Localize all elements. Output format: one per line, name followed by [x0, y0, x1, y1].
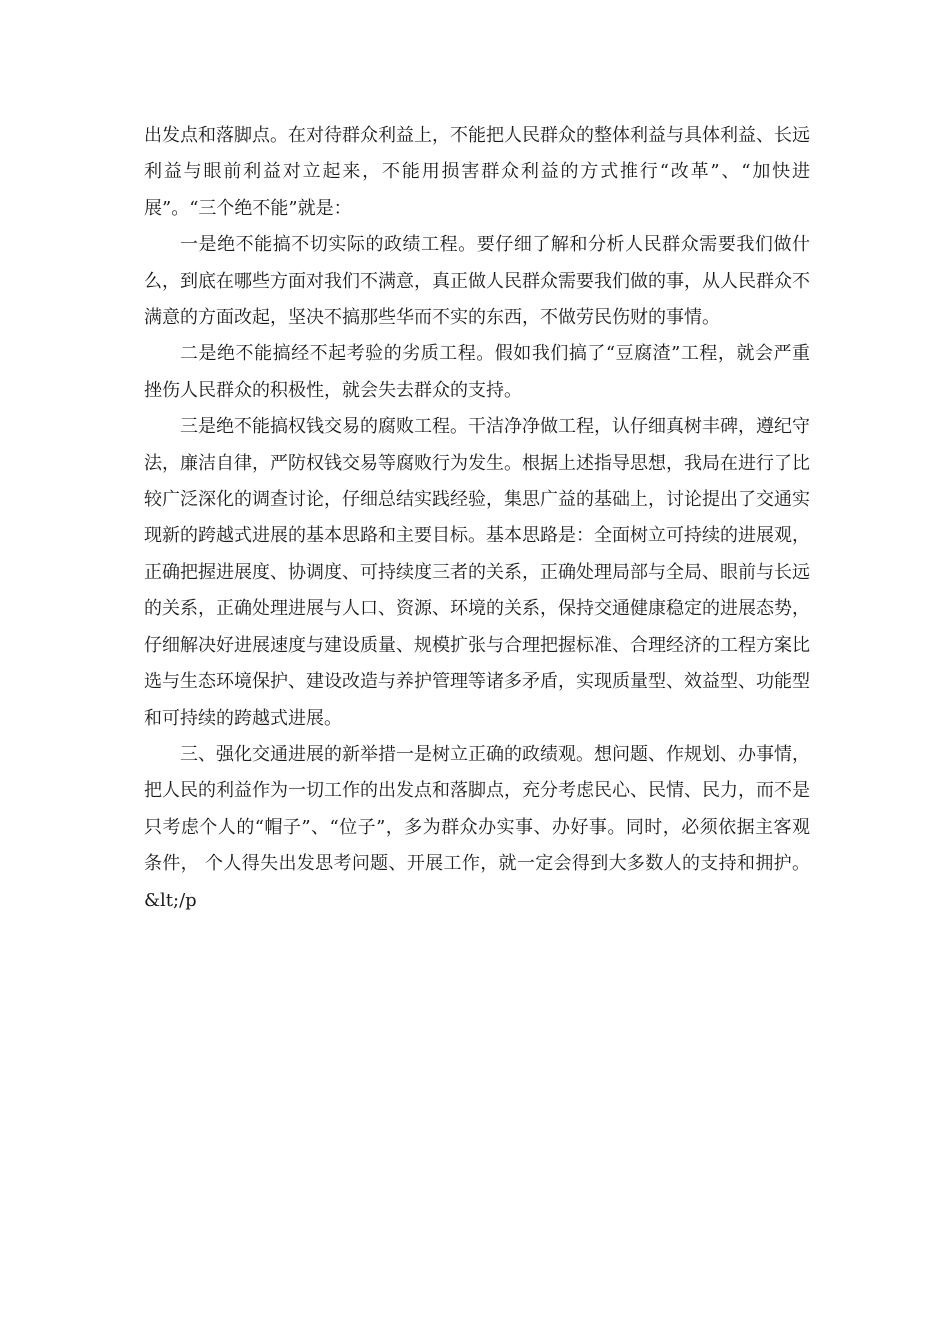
paragraph-third-prohibition: 三是绝不能搞权钱交易的腐败工程。干洁净净做工程，认仔细真树丰碑，遵纪守法，廉洁自律，严防权钱交易等腐败行为发生。根据上述指导思想，我局在进行了比较广泛深化的调查讨论，仔细总结实践经验，集思广益的基础上，讨论提出了交通实现新的跨越式进展的基本思路和主要目标。基本思路是：全面树立可持续的进展观，正确把握进展度、协调度、可持续度三者的关系，正确处理局部与全局、眼前与长远的关系，正确处理进展与人口、资源、环境的关系，保持交通健康稳定的进展态势，仔细解决好进展速度与建设质量、规模扩张与合理把握标准、合理经济的工程方案比选与生态环境保护、建设改造与养护管理等诸多矛盾，实现质量型、效益型、功能型和可持续的跨越式进展。 [144, 416, 810, 729]
paragraph-first-prohibition: 一是绝不能搞不切实际的政绩工程。要仔细了解和分析人民群众需要我们做什么，到底在哪些方面对我们不满意，真正做人民群众需要我们做的事，从人民群众不满意的方面改起，坚决不搞那些华而不实的东西，不做劳民伤财的事情。 [144, 234, 810, 329]
paragraph-second-prohibition: 二是绝不能搞经不起考验的劣质工程。假如我们搞了“豆腐渣”工程，就会严重挫伤人民群众的积极性，就会失去群众的支持。 [144, 343, 810, 401]
paragraph-continuation: 出发点和落脚点。在对待群众利益上，不能把人民群众的整体利益与具体利益、长远利益与眼前利益对立起来，不能用损害群众利益的方式推行“改革”、“加快进展”。“三个绝不能”就是： [144, 125, 810, 219]
document-body [144, 118, 810, 919]
paragraph-new-measures: 三、强化交通进展的新举措一是树立正确的政绩观。想问题、作规划、办事情，把人民的利益作为一切工作的出发点和落脚点，充分考虑民心、民情、民力，而不是只考虑个人的“帽子”、“位子”，多为群众办实事、办好事。同时，必须依据主客观条件， 个人得失出发思考问题、开展工作，就一定会得到大多数人的支持和拥护。&lt;/p [144, 743, 810, 911]
